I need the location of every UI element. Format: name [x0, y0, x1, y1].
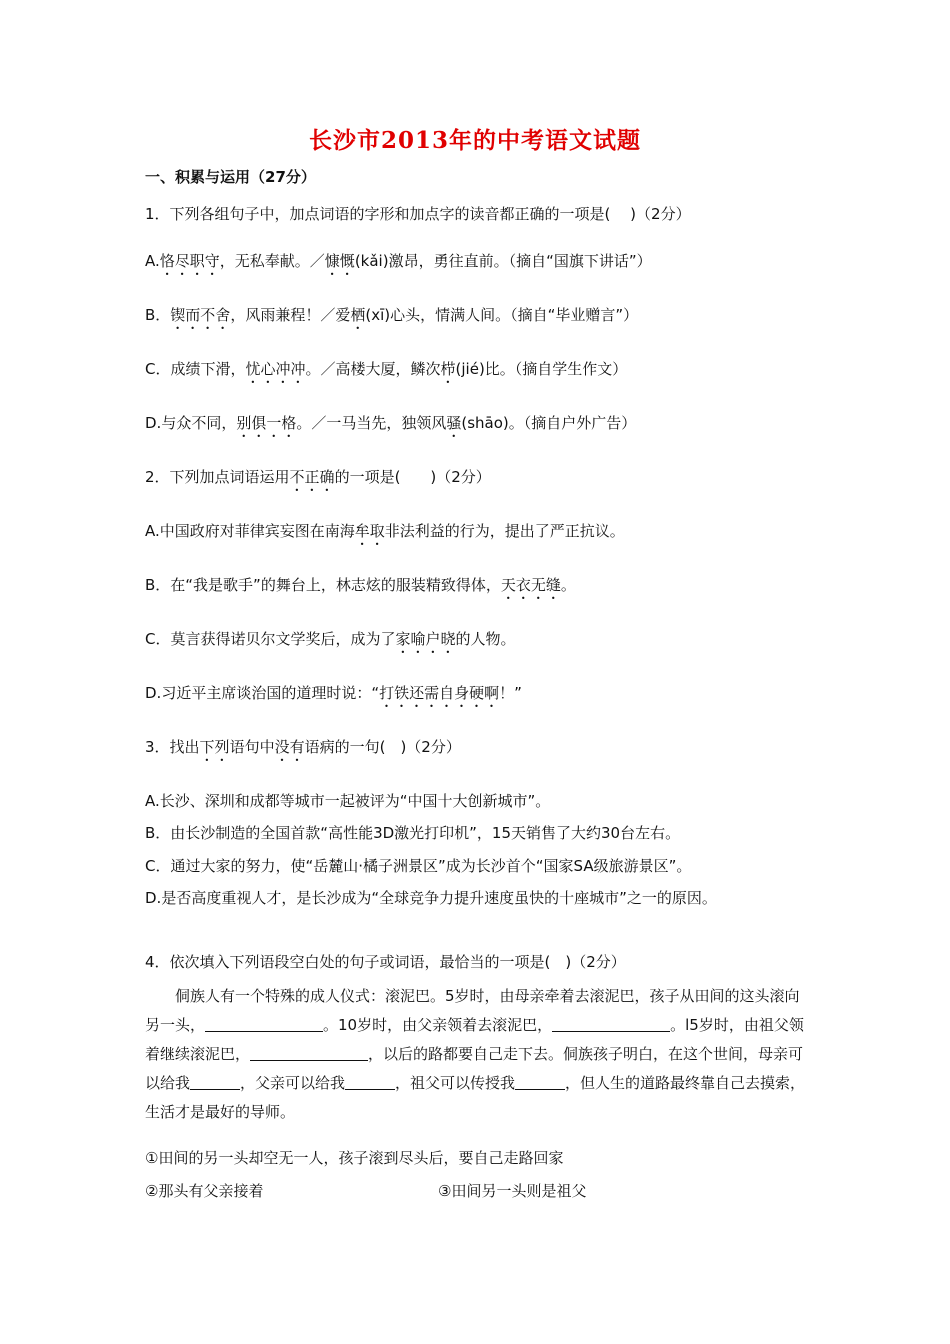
question-2-option-d — [145, 682, 522, 711]
text: 。l5岁时，由祖父领着继续滚泥巴， — [145, 1016, 804, 1063]
fill-blank — [250, 1046, 368, 1061]
text: ，父亲可以给我 — [240, 1074, 346, 1092]
question-1-stem: 1．下列各组句子中，加点词语的字形和加点字的读音都正确的一项是( )（2分） — [145, 205, 691, 223]
page-title: 长沙市2013年的中考语文试题 — [308, 127, 641, 154]
text: 。／高楼大厦，鳞次 — [305, 360, 441, 378]
dotted-text: 慷慨 — [324, 252, 355, 270]
text: 的一项是( )（2分） — [334, 468, 491, 486]
text: 。／一马当先，独领风 — [296, 414, 447, 432]
text: 3．找出 — [145, 738, 200, 756]
dotted-text: 骚 — [446, 414, 462, 432]
question-1-option-c — [145, 358, 627, 387]
question-1-option-a — [145, 250, 652, 279]
text: (kǎi)激昂，勇往直前。（摘自“国旗下讲话”） — [354, 252, 652, 270]
dotted-text: 牟取 — [354, 522, 385, 540]
fill-blank — [515, 1075, 565, 1090]
text: ！” — [499, 684, 522, 702]
dotted-text: 锲而不舍 — [170, 306, 231, 324]
text: 语句中 — [229, 738, 275, 756]
dotted-text: 栖 — [350, 306, 366, 324]
question-1-option-d — [145, 412, 636, 441]
text: (jié)比。（摘自学生作文） — [455, 360, 628, 378]
text: B．在“我是歌手”的舞台上，林志炫的服装精致得体， — [145, 576, 501, 594]
text: A. — [145, 252, 160, 270]
section-heading: 一、积累与运用（27分） — [145, 168, 316, 186]
question-3-option-c: C．通过大家的努力，使“岳麓山·橘子洲景区”成为长沙首个“国家SA级旅游景区”。 — [145, 857, 692, 875]
question-4-option-3: ③田间另一头则是祖父 — [438, 1182, 587, 1200]
dotted-text: 别俱一格 — [236, 414, 297, 432]
dotted-text: 栉 — [440, 360, 456, 378]
text: ，无私奉献。／ — [219, 252, 325, 270]
dotted-text: 下列 — [199, 738, 230, 756]
text: 语病的一句( )（2分） — [304, 738, 461, 756]
dotted-text: 家喻户晓 — [395, 630, 456, 648]
text: D.与众不同， — [145, 414, 237, 432]
question-4-passage — [145, 982, 810, 1127]
text: C．莫言获得诺贝尔文学奖后，成为了 — [145, 630, 396, 648]
text: 。10岁时，由父亲领着去滚泥巴， — [323, 1016, 553, 1034]
text: C．成绩下滑， — [145, 360, 246, 378]
text: 非法利益的行为，提出了严正抗议。 — [384, 522, 625, 540]
text: 的人物。 — [455, 630, 516, 648]
text: B． — [145, 306, 171, 324]
text: 2．下列加点词语运用 — [145, 468, 290, 486]
question-3-option-a: A.长沙、深圳和成都等城市一起被评为“中国十大创新城市”。 — [145, 792, 551, 810]
text: D.习近平主席谈治国的道理时说：“ — [145, 684, 380, 702]
dotted-text: 恪尽职守 — [159, 252, 220, 270]
dotted-text: 打铁还需自身硬啊 — [379, 684, 500, 702]
dotted-text: 不正确 — [289, 468, 335, 486]
dotted-text: 没有 — [274, 738, 305, 756]
question-2-option-b — [145, 574, 576, 603]
question-2-option-a — [145, 520, 625, 549]
question-1-option-b — [145, 304, 638, 333]
question-4-stem: 4．依次填入下列语段空白处的句子或词语，最恰当的一项是( )（2分） — [145, 953, 626, 971]
fill-blank — [552, 1017, 670, 1032]
text: ，祖父可以传授我 — [395, 1074, 516, 1092]
question-3-option-b: B．由长沙制造的全国首款“高性能3D激光打印机”，15天销售了大约30台左右。 — [145, 824, 681, 842]
text: 侗族人有一个特殊的成人仪式：滚泥巴。5岁时，由母亲牵着去滚泥巴，孩子从田间的这头滚向另一头， — [145, 987, 800, 1034]
dotted-text: 忧心冲冲 — [245, 360, 306, 378]
text: ，以后的路都要自己走下去。侗族孩子明白，在这个世间，母亲可以给我 — [145, 1045, 804, 1092]
question-2-option-c — [145, 628, 516, 657]
fill-blank — [205, 1017, 323, 1032]
text: (xī)心头，情满人间。（摘自“毕业赠言”） — [365, 306, 639, 324]
question-3-option-d: D.是否高度重视人才，是长沙成为“全球竞争力提升速度虽快的十座城市”之一的原因。 — [145, 889, 717, 907]
text: 。 — [560, 576, 576, 594]
question-3-stem — [145, 736, 461, 765]
fill-blank — [345, 1075, 395, 1090]
text: A.中国政府对菲律宾妄图在南海 — [145, 522, 355, 540]
question-4-option-2: ②那头有父亲接着 — [145, 1182, 264, 1200]
text: ，但人生的道路最终靠自己去摸索，生活才是最好的导师。 — [145, 1074, 806, 1121]
question-4-option-1: ①田间的另一头却空无一人，孩子滚到尽头后，要自己走路回家 — [145, 1149, 564, 1167]
passage-paragraph — [145, 982, 810, 1127]
question-2-stem — [145, 466, 491, 495]
dotted-text: 天衣无缝 — [500, 576, 561, 594]
text: ，风雨兼程！／爱 — [230, 306, 351, 324]
text: (shāo)。（摘自户外广告） — [461, 414, 637, 432]
fill-blank — [190, 1075, 240, 1090]
